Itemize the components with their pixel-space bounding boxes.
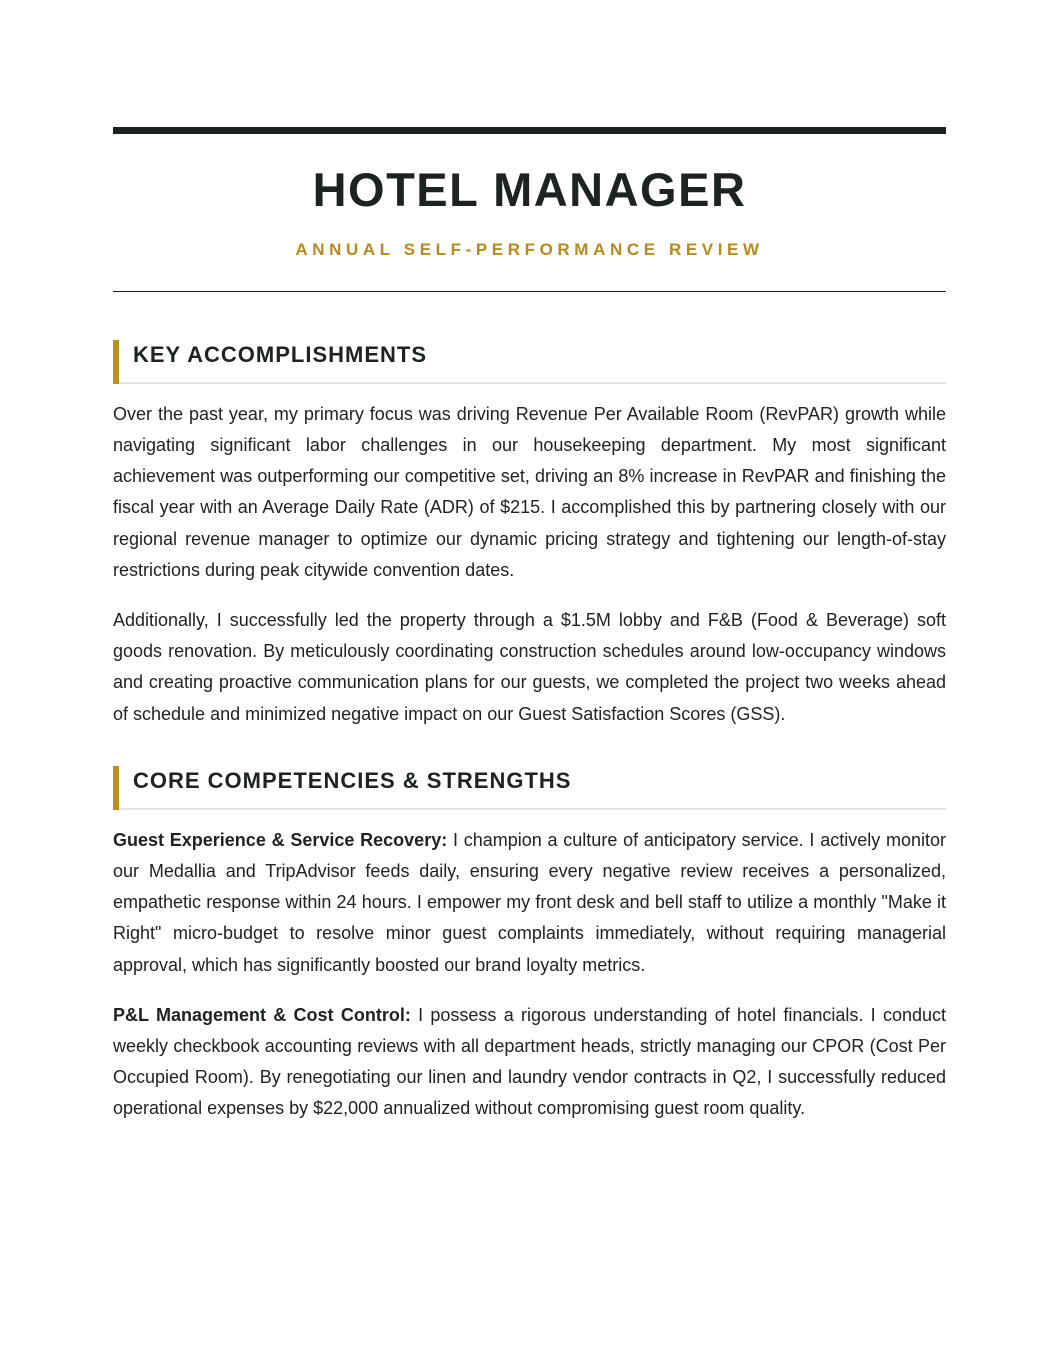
paragraph [113, 1000, 946, 1125]
section-heading-block [113, 766, 946, 810]
accent-bar [113, 766, 119, 810]
section-key-accomplishments [113, 340, 946, 730]
paragraph-body: I possess a rigorous understanding of hotel financials. I conduct weekly checkbook accounting reviews with all department heads, strictly managing our CPOR (Cost Per Occupied Room). By renegotiating our linen and laundry vendor contracts in Q2, I successfully reduced operational expenses by $22,000 annualized without compromising guest room quality. [113, 1004, 946, 1119]
paragraph [113, 825, 946, 981]
document-subtitle: ANNUAL SELF-PERFORMANCE REVIEW [295, 240, 764, 260]
document-page [113, 127, 946, 1125]
paragraph-lead: Guest Experience & Service Recovery: [113, 829, 448, 850]
accent-bar [113, 340, 119, 384]
paragraph: Additionally, I successfully led the property through a $1.5M lobby and F&B (Food & Beverage) soft goods renovation. By meticulously coordinating construction schedules around low-occupancy windows and creating proactive communication plans for our guests, we completed the project two weeks ahead of schedule and minimized negative impact on our Guest Satisfaction Scores (GSS). [113, 610, 946, 724]
section-heading-block [113, 340, 946, 384]
document-title: HOTEL MANAGER [312, 163, 747, 216]
paragraph: Over the past year, my primary focus was driving Revenue Per Available Room (RevPAR) growth while navigating significant labor challenges in our housekeeping department. My most significant achievement was outperforming our competitive set, driving an 8% increase in RevPAR and finishing the fiscal year with an Average Daily Rate (ADR) of $215. I accomplished this by partnering closely with our regional revenue manager to optimize our dynamic pricing strategy and tightening our length-of-stay restrictions during peak citywide convention dates. [113, 403, 946, 580]
paragraph-lead: P&L Management & Cost Control: [113, 1004, 411, 1025]
section-heading: CORE COMPETENCIES & STRENGTHS [133, 767, 572, 793]
top-heavy-rule [113, 127, 946, 134]
section-heading: KEY ACCOMPLISHMENTS [133, 341, 428, 367]
paragraph-body: I champion a culture of anticipatory service. I actively monitor our Medallia and TripAdvisor feeds daily, ensuring every negative review receives a personalized, empathetic response within 24 hours. I empower my front desk and bell staff to utilize a monthly "Make it Right" micro-budget to resolve minor guest complaints immediately, without requiring managerial approval, which has significantly boosted our brand loyalty metrics. [113, 829, 946, 975]
section-core-competencies [113, 766, 946, 1125]
header-divider [113, 291, 946, 292]
